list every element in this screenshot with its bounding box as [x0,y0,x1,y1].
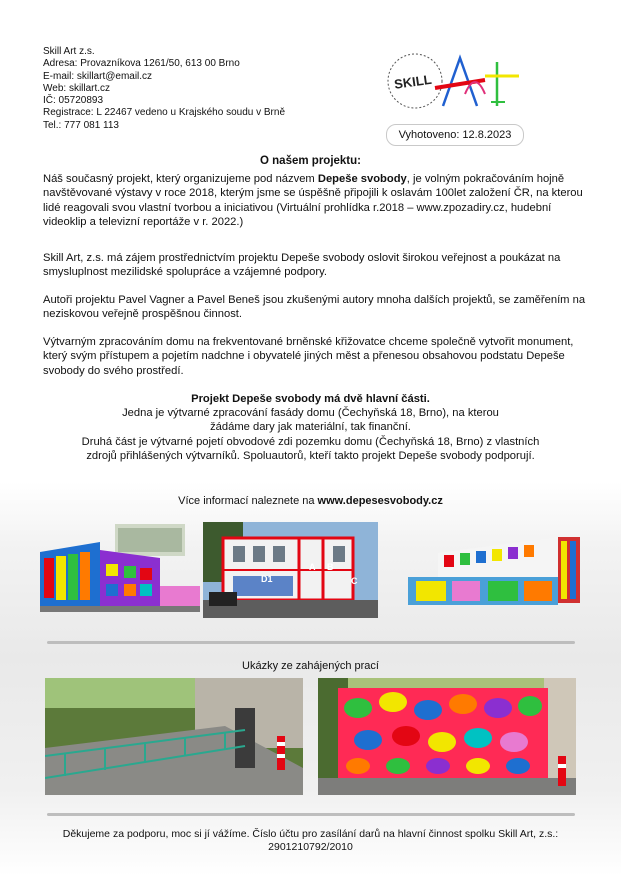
footer-thanks: Děkujeme za podporu, moc si jí vážíme. Číslo účtu pro zasílání darů na hlavní činnost spolku Skill Art, z.s.: 2901210792/2010 [62,828,559,853]
paragraph-1 [43,172,588,230]
building-visualization-left [40,522,200,612]
facade-label-c: C [351,576,358,586]
facade-label-a: A [309,562,316,572]
org-ic: IČ: 05720893 [43,95,104,107]
work-photo-left [45,678,303,795]
website-link[interactable]: www.depesesvobody.cz [317,495,443,507]
project-name-bold: Depeše svobody [317,173,407,185]
org-web[interactable]: Web: skillart.cz [43,82,111,94]
org-email[interactable]: E-mail: skillart@email.cz [43,70,153,82]
divider-bottom [47,813,575,816]
parts-second: Druhá část je výtvarné pojetí obvodové zdi pozemku domu (Čechyňská 18, Brno) z vlastních zdrojů přihlášených výtvarníků. Spoluautorů, kteří takto projekt Depeše svobody podporují. [81,436,540,463]
samples-title: Ukázky ze zahájených prací [242,660,379,672]
paragraph-1-rest: , je volným pokračováním hojně navštěvované výstavy v roce 2018, kterým jsme se úspěšně připojili k oslavám 100let založení ČR, na kterou lidé reagovali svou vlastní tvorbou a iniciativou (Virtuální prohlídka r.2018 – www.zpozadiry.cz, hudební videoklip a televizní reportáže v r. 2022.) [43,173,583,229]
date-badge: Vyhotoveno: 12.8.2023 [386,124,524,146]
work-photo-right [318,678,576,795]
facade-label-b: B [327,562,334,572]
paragraph-2: Skill Art, z.s. má zájem prostřednictvím projektu Depeše svobody oslovit širokou veřejnost a poukázat na smysluplnost mezilidské spolupráce a vzájemné podpory. [43,252,561,279]
more-info-line [0,495,621,507]
divider-top [47,641,575,644]
skill-art-logo [385,50,525,112]
facade-label-d1: D1 [261,574,273,584]
paragraph-4: Výtvarným zpracováním domu na frekventované brněnské křižovatce chceme společně vytvořit monument, který svým přístupem a pojetím nadchne i obyvatelé jiných měst a přenesou obsahovou podstatu Depeše svobody do svého prostředí. [43,336,574,377]
org-address: Adresa: Provazníkova 1261/50, 613 00 Brno [43,58,240,70]
paragraph-3: Autoři projektu Pavel Vagner a Pavel Beneš jsou zkušenými autory mnoha dalších projektů, se zaměřením na neziskovou veřejně prospěšnou činnost. [43,294,586,321]
org-phone: Tel.: 777 081 113 [43,119,119,131]
building-visualization-right [408,533,583,608]
logo-text: SKILL [393,71,433,92]
parts-first: Jedna je výtvarné zpracování fasády domu (Čechyňská 18, Brno), na kterou žádáme dary jak materiální, tak finanční. [122,407,499,434]
parts-title: Projekt Depeše svobody má dvě hlavní části. [191,393,430,405]
org-name: Skill Art z.s. [43,46,95,57]
building-photo-center [203,522,378,618]
org-contact-block [43,46,285,132]
more-info-text: Více informací naleznete na [178,495,318,507]
org-registration: Registrace: L 22467 vedeno u Krajského soudu v Brně [43,107,286,119]
section-title: O našem projektu: [260,155,361,167]
paragraph-1-start: Náš současný projekt, který organizujeme pod názvem [43,173,318,185]
